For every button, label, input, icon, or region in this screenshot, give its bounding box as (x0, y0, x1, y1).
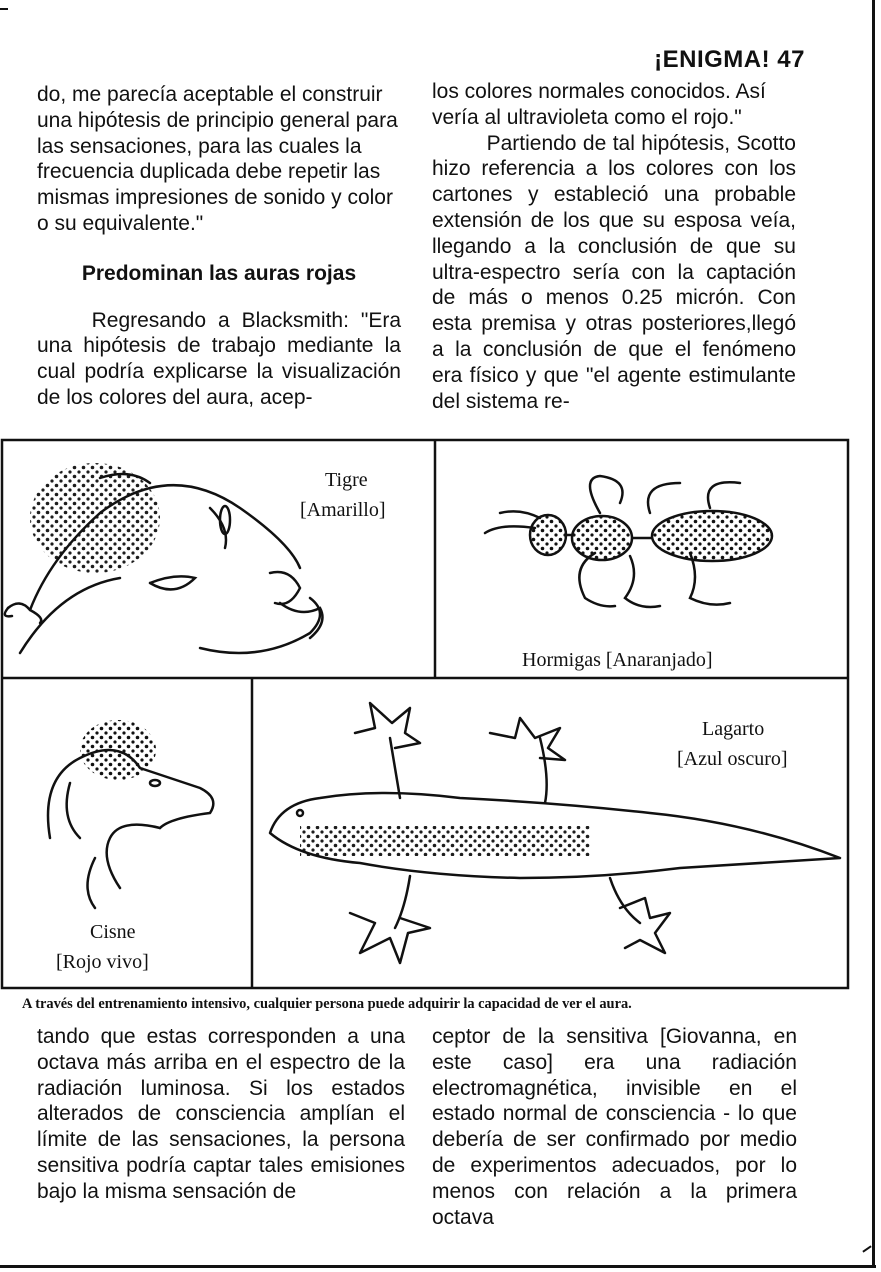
lizard-color: [Azul oscuro] (677, 748, 788, 770)
column-right-bottom (432, 1024, 797, 1230)
swan-aura (80, 720, 156, 780)
column-left-bottom (37, 1024, 405, 1205)
figure-caption: A través del entrenamiento intensivo, cualquier persona puede adquirir la capacidad de ver el aura. (22, 996, 632, 1012)
swan-color: [Rojo vivo] (56, 951, 149, 973)
paragraph: Partiendo de tal hipótesis, Scotto hizo referencia a los colores con los cartones y estableció una probable extensión de los que su esposa veía, llegando a la conclusión de que su ultra-espectro sería con la captación de más o menos 0.25 micrón. Con esta premisa y otras posteriores,llegó a la conclusión de que el fenómeno era físico y que "el agente estimulante del sistema re- (432, 131, 796, 413)
running-header: ¡ENIGMA! 47 (654, 46, 805, 73)
corner-mark-bottom (862, 1245, 871, 1252)
corner-mark (0, 8, 8, 10)
paragraph: do, me parecía aceptable el construir una hipótesis de principio general para las sensaciones, para las cuales la frecuencia duplicada debe repetir las mismas impresiones de sonido y color o su equivalente." (37, 83, 398, 235)
aura-illustrations (0, 438, 872, 992)
ant-body (530, 511, 772, 561)
section-subheading: Predominan las auras rojas (81, 261, 357, 285)
tiger-color: [Amarillo] (300, 499, 386, 521)
lizard-name: Lagarto (702, 718, 765, 740)
paragraph: los colores normales conocidos. Así vería al ultravioleta como el rojo." (432, 80, 766, 129)
page-frame-right (872, 0, 875, 1268)
tiger-name: Tigre (325, 469, 368, 491)
paragraph: ceptor de la sensitiva [Giovanna, en este caso] era una radiación electromagnética, invisible en el estado normal de consciencia - lo que debería de ser confirmado por medio de experimentos adecuados, por lo menos con relación a la primera octava (432, 1025, 797, 1229)
lizard-aura (300, 826, 590, 856)
ants-label: Hormigas [Anaranjado] (522, 649, 713, 671)
tiger-aura (30, 463, 160, 573)
paragraph: tando que estas corresponden a una octava más arriba en el espectro de la radiación luminosa. Si los estados alterados de consciencia amplían el límite de las sensaciones, la persona sensitiva podría captar tales emisiones bajo la misma sensación de (37, 1025, 405, 1203)
swan-name: Cisne (90, 921, 136, 943)
paragraph: Regresando a Blacksmith: "Era una hipótesis de trabajo mediante la cual podría explicarse la visualización de los colores del aura, acep- (37, 308, 401, 409)
column-right-top (432, 79, 796, 414)
column-left-top (37, 82, 401, 411)
page-frame-bottom (0, 1265, 876, 1268)
